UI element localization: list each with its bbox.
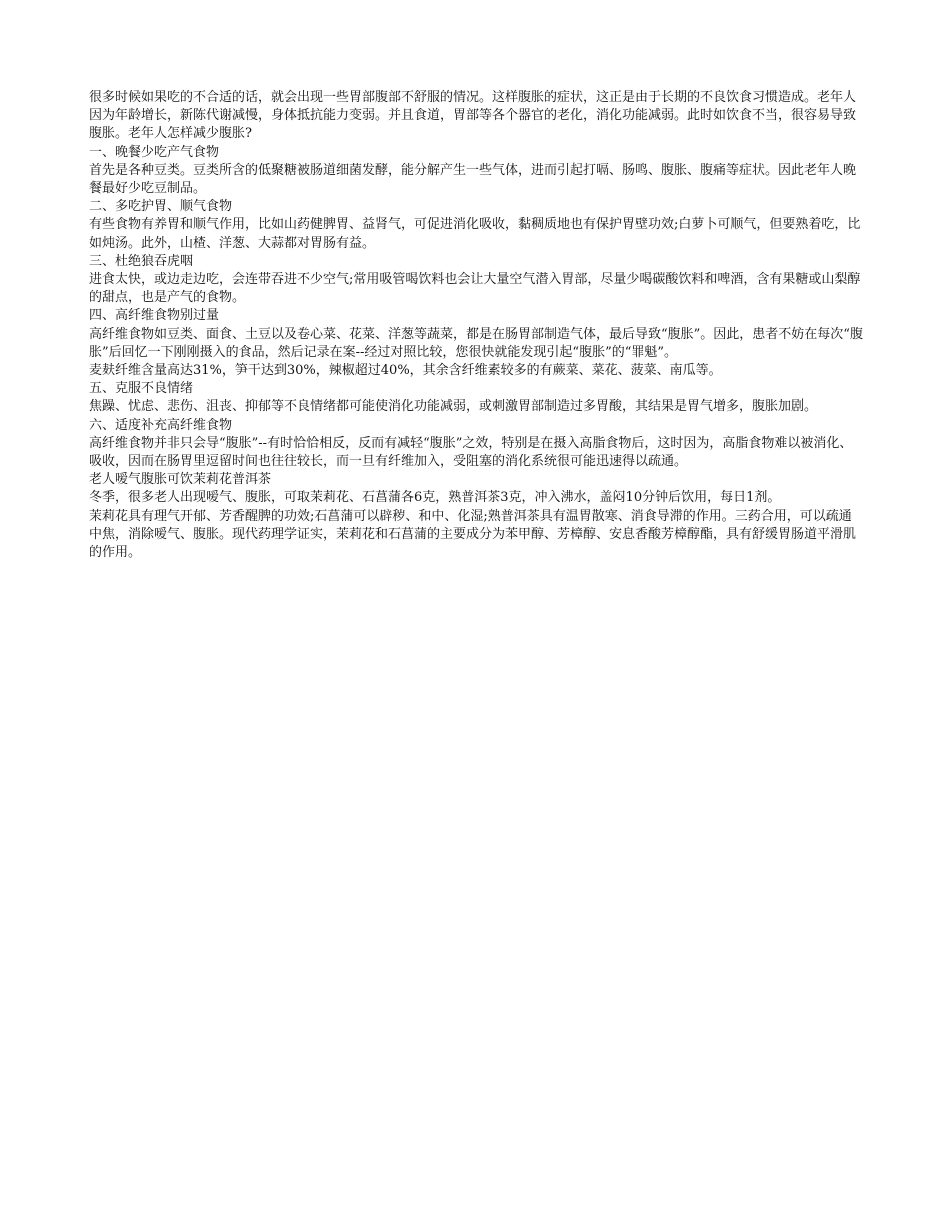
section-heading-4: 四、高纤维食物别过量	[89, 308, 220, 324]
tea-paragraph-1: 冬季，很多老人出现嗳气、腹胀，可取茉莉花、石菖蒲各6克，熟普洱茶3克，冲入沸水，盖闷10分钟后饮用，每日1剂。	[89, 490, 781, 506]
section-heading-6: 六、适度补充高纤维食物	[89, 417, 233, 433]
section-heading-1: 一、晚餐少吃产气食物	[89, 144, 220, 160]
document-body	[89, 89, 864, 562]
section-paragraph-4a: 高纤维食物如豆类、面食、土豆以及卷心菜、花菜、洋葱等蔬菜，都是在肠胃部制造气体，最后导致“腹胀”。因此，患者不妨在每次“腹胀”后回忆一下刚刚摄入的食品，然后记录在案--经过对照比较，您很快就能发现引起“腹胀”的“罪魁”。	[89, 326, 863, 360]
tea-heading: 老人嗳气腹胀可饮茉莉花普洱茶	[89, 472, 272, 488]
section-paragraph-6: 高纤维食物并非只会导“腹胀”--有时恰恰相反，反而有减轻“腹胀”之效，特别是在摄入高脂食物后，这时因为，高脂食物难以被消化、吸收，因而在肠胃里逗留时间也往往较长，而一旦有纤维加入，受阻塞的消化系统很可能迅速得以疏通。	[89, 435, 853, 470]
intro-paragraph: 很多时候如果吃的不合适的话，就会出现一些胃部腹部不舒服的情况。这样腹胀的症状，这正是由于长期的不良饮食习惯造成。老年人因为年龄增长，新陈代谢减慢，身体抵抗能力变弱。并且食道，胃部等各个器官的老化，消化功能减弱。此时如饮食不当，很容易导致腹胀。老年人怎样减少腹胀?	[89, 90, 857, 142]
section-paragraph-4b: 麦麸纤维含量高达31%，笋干达到30%，辣椒超过40%，其余含纤维素较多的有蕨菜、菜花、菠菜、南瓜等。	[89, 363, 722, 379]
section-paragraph-5: 焦躁、忧虑、悲伤、沮丧、抑郁等不良情绪都可能使消化功能减弱，或刺激胃部制造过多胃酸，其结果是胃气增多，腹胀加剧。	[89, 399, 818, 415]
section-heading-3: 三、杜绝狼吞虎咽	[89, 253, 194, 269]
section-heading-2: 二、多吃护胃、顺气食物	[89, 199, 233, 215]
section-paragraph-1: 首先是各种豆类。豆类所含的低聚糖被肠道细菌发酵，能分解产生一些气体，进而引起打嗝、肠鸣、腹胀、腹痛等症状。因此老年人晚餐最好少吃豆制品。	[89, 162, 857, 197]
section-paragraph-2: 有些食物有养胃和顺气作用，比如山药健脾胃、益肾气，可促进消化吸收，黏稠质地也有保护胃壁功效;白萝卜可顺气，但要熟着吃，比如炖汤。此外，山楂、洋葱、大蒜都对胃肠有益。	[89, 217, 861, 251]
section-heading-5: 五、克服不良情绪	[89, 381, 194, 397]
tea-paragraph-2: 茉莉花具有理气开郁、芳香醒脾的功效;石菖蒲可以辟秽、和中、化湿;熟普洱茶具有温胃散寒、消食导滞的作用。三药合用，可以疏通中焦，消除嗳气、腹胀。现代药理学证实，茉莉花和石菖蒲的主要成分为苯甲醇、芳樟醇、安息香酸芳樟醇酯，具有舒缓胃肠道平滑肌的作用。	[89, 508, 857, 561]
section-paragraph-3: 进食太快，或边走边吃，会连带吞进不少空气;常用吸管喝饮料也会让大量空气潜入胃部，尽量少喝碳酸饮料和啤酒，含有果糖或山梨醇的甜点，也是产气的食物。	[89, 272, 861, 306]
